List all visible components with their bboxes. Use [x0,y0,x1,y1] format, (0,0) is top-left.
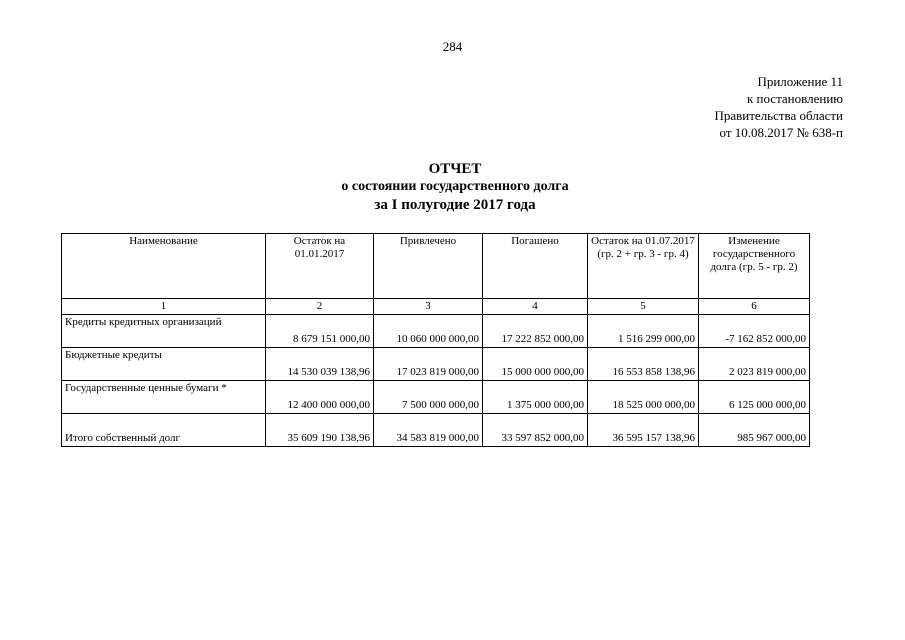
appendix-line: от 10.08.2017 № 638-п [719,125,843,140]
column-number: 6 [699,299,810,315]
repaid-cell: 17 222 852 000,00 [483,315,588,348]
column-number: 1 [62,299,266,315]
total-change: 985 967 000,00 [699,414,810,447]
repaid-cell: 1 375 000 000,00 [483,381,588,414]
balance-end-cell: 18 525 000 000,00 [588,381,699,414]
balance-start-cell: 14 530 039 138,96 [266,348,374,381]
table-header-row [62,234,810,299]
total-row [62,414,810,447]
page-number: 284 [442,39,463,54]
table-row [62,381,810,414]
table-row [62,348,810,381]
balance-start-cell: 8 679 151 000,00 [266,315,374,348]
table-row [62,315,810,348]
debt-report-table [61,233,810,447]
column-number: 3 [374,299,483,315]
row-name: Бюджетные кредиты [62,348,266,381]
header-name: Наименование [62,234,266,299]
change-cell: -7 162 852 000,00 [699,315,810,348]
row-name: Государственные ценные бумаги * [62,381,266,414]
total-repaid: 33 597 852 000,00 [483,414,588,447]
appendix-line: Приложение 11 [757,74,843,89]
header-repaid: Погашено [483,234,588,299]
header-raised: Привлечено [374,234,483,299]
column-number: 4 [483,299,588,315]
change-cell: 2 023 819 000,00 [699,348,810,381]
balance-end-cell: 16 553 858 138,96 [588,348,699,381]
column-number: 2 [266,299,374,315]
title-line: ОТЧЕТ [428,161,482,177]
total-raised: 34 583 819 000,00 [374,414,483,447]
column-number: 5 [588,299,699,315]
total-balance-start: 35 609 190 138,96 [266,414,374,447]
balance-end-cell: 1 516 299 000,00 [588,315,699,348]
appendix-line: Правительства области [714,108,843,123]
raised-cell: 17 023 819 000,00 [374,348,483,381]
repaid-cell: 15 000 000 000,00 [483,348,588,381]
appendix-line: к постановлению [746,91,843,106]
appendix-block [603,73,843,141]
total-name: Итого собственный долг [62,414,266,447]
balance-start-cell: 12 400 000 000,00 [266,381,374,414]
raised-cell: 7 500 000 000,00 [374,381,483,414]
title-line: за I полугодие 2017 года [374,197,536,213]
change-cell: 6 125 000 000,00 [699,381,810,414]
raised-cell: 10 060 000 000,00 [374,315,483,348]
header-change: Изменение государственного долга (гр. 5 - гр. 2) [699,234,810,299]
report-title [220,160,690,214]
row-name: Кредиты кредитных организаций [62,315,266,348]
header-balance-start: Остаток на 01.01.2017 [266,234,374,299]
title-line: о состоянии государственного долга [341,179,569,194]
column-number-row [62,299,810,315]
total-balance-end: 36 595 157 138,96 [588,414,699,447]
header-balance-end: Остаток на 01.07.2017 (гр. 2 + гр. 3 - гр. 4) [588,234,699,299]
